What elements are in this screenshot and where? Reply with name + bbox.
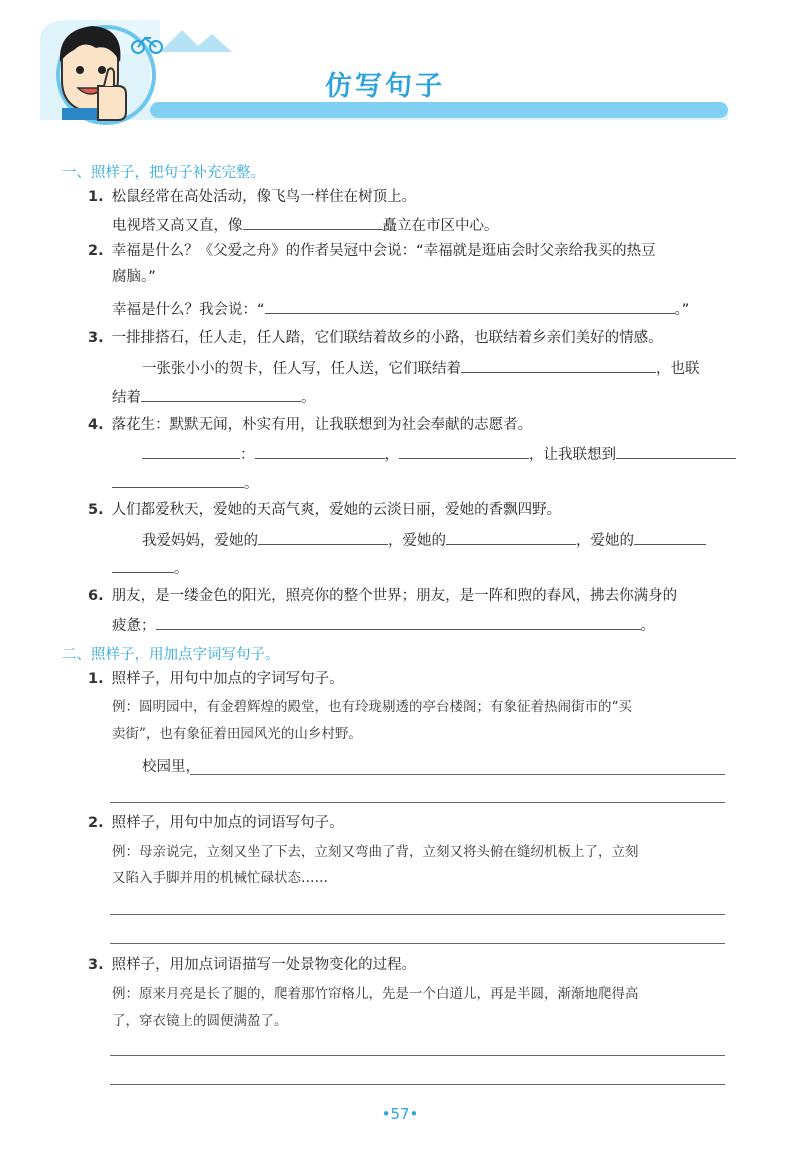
answer-middle: ，也联	[656, 361, 700, 377]
answer-suffix: 。	[174, 561, 189, 577]
answer-middle: ，爱她的	[388, 533, 446, 549]
question-number: 3.	[88, 957, 104, 973]
answer-1-6	[112, 614, 655, 636]
answer-1-5	[142, 529, 706, 551]
example-2-3-line-1	[112, 984, 639, 1004]
answer-suffix: 。	[244, 476, 259, 492]
answer-prefix: 疲惫；	[112, 618, 156, 634]
answer-blank[interactable]	[112, 472, 244, 488]
example-label: 例：	[112, 844, 139, 860]
answer-blank[interactable]	[399, 443, 529, 459]
question-number: 2.	[88, 243, 104, 259]
question-text: 人们都爱秋天，爱她的天高气爽，爱她的云淡日丽，爱她的香飘四野。	[111, 502, 562, 518]
answer-blank[interactable]	[112, 557, 174, 573]
question-text: 一排排搭石，任人走，任人踏，它们联结着故乡的小路，也联结着乡亲们美好的情感。	[111, 330, 663, 346]
question-1-5	[88, 500, 561, 520]
answer-suffix: 矗立在市区中心。	[382, 218, 499, 234]
answer-1-2	[112, 298, 689, 320]
answer-1-4-cont	[112, 472, 259, 494]
question-1-2	[88, 241, 656, 261]
example-text: 圆明园中，有金碧辉煌的殿堂，也有玲珑剔透的亭台楼阁；有象征着热闹街市的“买	[139, 699, 632, 715]
answer-middle: ，让我联想到	[529, 447, 616, 463]
question-2-3	[88, 955, 416, 975]
question-text: 松鼠经常在高处活动，像飞鸟一样住在树顶上。	[111, 189, 417, 205]
question-1-2-cont: 腐脑。”	[112, 269, 156, 285]
answer-blank[interactable]	[265, 298, 675, 314]
example-text: 原来月亮是长了腿的，爬着那竹帘格儿，先是一个白道儿，再是半圆，渐渐地爬得高	[139, 986, 639, 1002]
answer-prefix: 电视塔又高又直，像	[112, 218, 243, 234]
answer-blank[interactable]	[616, 443, 736, 459]
answer-prefix: 结着	[112, 390, 141, 406]
example-2-1-line-1	[112, 697, 632, 717]
example-2-3-line-2: 了，穿衣镜上的圆便满盈了。	[112, 1013, 288, 1029]
answer-suffix: 。”	[674, 302, 690, 318]
answer-separator: ，	[384, 447, 399, 463]
answer-prefix: 幸福是什么？我会说：“	[112, 302, 265, 318]
question-2-1	[88, 669, 344, 689]
answer-suffix: 。	[301, 390, 316, 406]
answer-blank[interactable]	[634, 529, 706, 545]
answer-blank[interactable]	[243, 214, 383, 230]
question-text: 朋友，是一缕金色的阳光，照亮你的整个世界；朋友，是一阵和煦的春风，拂去你满身的	[111, 588, 678, 604]
example-2-2-line-1	[112, 842, 639, 862]
answer-blank[interactable]	[141, 386, 301, 402]
question-text: 照样子，用句中加点的词语写句子。	[111, 815, 344, 831]
answer-blank[interactable]	[142, 443, 240, 459]
answer-blank[interactable]	[446, 529, 576, 545]
answer-blank[interactable]	[255, 443, 385, 459]
answer-separator: ：	[240, 447, 255, 463]
writing-line[interactable]	[110, 802, 725, 803]
answer-prefix: 一张张小小的贺卡，任人写，任人送，它们联结着	[142, 361, 461, 377]
question-number: 1.	[88, 189, 104, 205]
section-1-heading: 一、照样子，把句子补充完整。	[62, 165, 265, 181]
answer-blank[interactable]	[461, 357, 656, 373]
answer-1-3-cont	[112, 386, 316, 408]
writing-line[interactable]	[110, 1055, 725, 1056]
question-number: 1.	[88, 671, 104, 687]
answer-1-5-cont	[112, 557, 189, 579]
answer-1-3	[142, 357, 700, 379]
writing-line[interactable]	[110, 1084, 725, 1085]
example-2-1-line-2: 卖街”，也有象征着田园风光的山乡村野。	[112, 726, 362, 742]
answer-2-1-prefix: 校园里，	[142, 759, 200, 775]
question-text: 幸福是什么？《父爱之舟》的作者吴冠中会说：“幸福就是逛庙会时父亲给我买的热豆	[111, 243, 656, 259]
example-text: 母亲说完，立刻又坐了下去，立刻又弯曲了背，立刻又将头俯在缝纫机板上了，立刻	[139, 844, 639, 860]
question-number: 6.	[88, 588, 104, 604]
answer-blank[interactable]	[258, 529, 388, 545]
question-number: 2.	[88, 815, 104, 831]
question-1-1	[88, 187, 416, 207]
example-label: 例：	[112, 986, 139, 1002]
page-header	[0, 0, 800, 135]
page-number: •57•	[381, 1105, 419, 1123]
example-2-2-line-2: 又陷入手脚并用的机械忙碌状态……	[112, 870, 328, 886]
question-2-2	[88, 813, 344, 833]
section-2-heading: 二、照样子，用加点字词写句子。	[62, 647, 280, 663]
question-number: 5.	[88, 502, 104, 518]
writing-line[interactable]	[190, 774, 725, 775]
question-1-4	[88, 415, 532, 435]
writing-line[interactable]	[110, 943, 725, 944]
answer-blank[interactable]	[156, 614, 641, 630]
writing-line[interactable]	[110, 914, 725, 915]
answer-middle: ，爱她的	[576, 533, 634, 549]
question-number: 3.	[88, 330, 104, 346]
question-1-6	[88, 586, 677, 606]
question-text: 落花生：默默无闻，朴实有用，让我联想到为社会奉献的志愿者。	[111, 417, 533, 433]
answer-1-4	[142, 443, 736, 465]
question-text: 照样子，用句中加点的字词写句子。	[111, 671, 344, 687]
question-number: 4.	[88, 417, 104, 433]
answer-prefix: 我爱妈妈，爱她的	[142, 533, 258, 549]
answer-suffix: 。	[640, 618, 655, 634]
example-label: 例：	[112, 699, 139, 715]
question-text: 照样子，用加点词语描写一处景物变化的过程。	[111, 957, 417, 973]
question-1-3	[88, 328, 663, 348]
answer-1-1	[112, 214, 499, 236]
page-title: 仿写句子	[325, 71, 445, 102]
